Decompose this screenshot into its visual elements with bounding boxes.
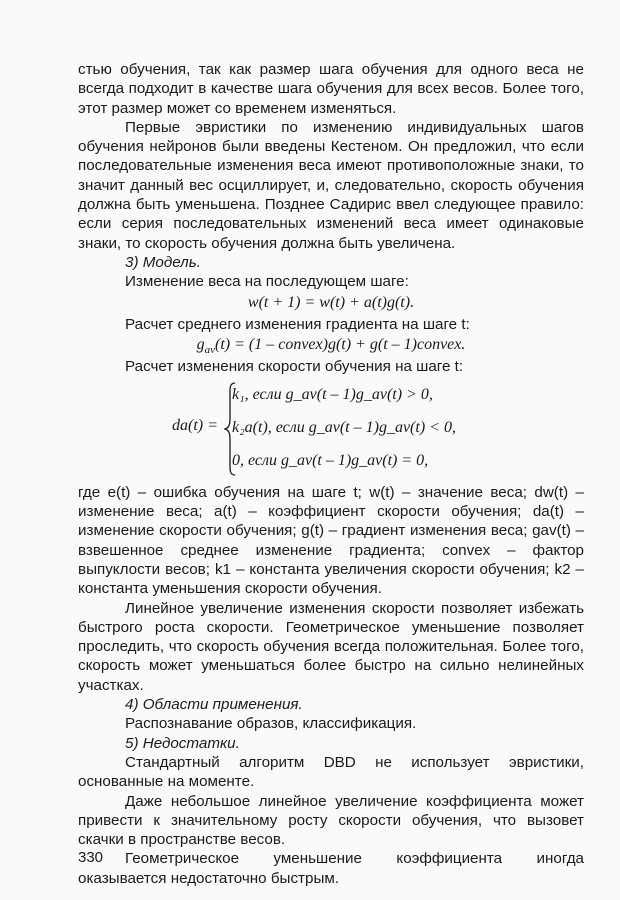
formula-gradient-g: g [196,336,205,354]
piecewise-lhs: da(t) = [172,416,218,434]
page-number: 330 [78,849,104,866]
text-block [78,60,584,888]
paragraph-drawback-1: Стандартный алгоритм DBD не использует эвристики, основанные на моменте. [78,753,584,791]
formula-piecewise [78,381,584,477]
paragraph-applications: Распознавание образов, классификация. [125,715,417,733]
heading-drawbacks: 5) Недостатки. [125,734,240,752]
heading-applications: 4) Области применения. [125,696,303,714]
heading-model: 3) Модель. [125,253,201,271]
label-gradient: Расчет среднего изменения градиента на шаге t: [125,315,470,333]
piecewise-case-1: k₁, если g_av(t – 1)g_av(t) > 0, [232,385,433,403]
paragraph-1: стью обучения, так как размер шага обучения для одного веса не всегда подходит в качестве шага обучения для всех весов. Более того, этот размер может со временем изменяться. [78,61,584,117]
formula-gradient-rhs: (t) = (1 – convex)g(t) + g(t – 1)convex. [215,336,466,354]
label-weight-change: Изменение веса на последующем шаге: [125,273,409,291]
paragraph-heuristics: Первые эвристики по изменению индивидуальных шагов обучения нейронов были введены Кестеном. Он предложил, что если последовательные изменения веса имеют противоположные знаки, то значит данный вес осциллирует, и, следовательно, скорость обучения должна быть уменьшена. Позднее Садирис ввел следующее правило: если серия последовательных изменений веса имеет одинаковые знаки, то скорость обучения должна быть увеличена. [78,118,584,252]
formula-weight: w(t + 1) = w(t) + a(t)g(t). [247,293,415,311]
label-speed-change: Расчет изменения скорости обучения на шаге t: [125,358,464,376]
formula-gradient [78,335,584,357]
formula-gradient-sub: av [204,344,215,357]
paragraph-definitions: где e(t) – ошибка обучения на шаге t; w(t) – значение веса; dw(t) – изменение веса; a(t) – коэффициент скорости обучения; da(t) – изменение скорости обучения; g(t) – градиент изменения веса; gav(t) – взвешенное среднее изменение градиента; convex – фактор выпуклости весов; k1 – константа увеличения скорости обучения; k2 – константа уменьшения скорости обучения. [78,483,584,598]
piecewise-case-2: k₂a(t), если g_av(t – 1)g_av(t) < 0, [232,418,456,436]
paragraph-linear: Линейное увеличение изменения скорости позволяет избежать быстрого роста скорости. Геометрическое уменьшение позволяет проследить, что скорость обучения всегда положительная. Более того, скорость может уменьшаться более быстро на сильно нелинейных участках. [78,599,584,694]
paragraph-drawback-3: Геометрическое уменьшение коэффициента иногда оказывается недостаточно быстрым. [78,850,584,887]
paragraph-drawback-2: Даже небольшое линейное увеличение коэффициента может привести к значительному росту скорости обучения, что вызовет скачки в пространстве весов. [78,792,584,849]
piecewise-case-3: 0, если g_av(t – 1)g_av(t) = 0, [232,451,429,469]
